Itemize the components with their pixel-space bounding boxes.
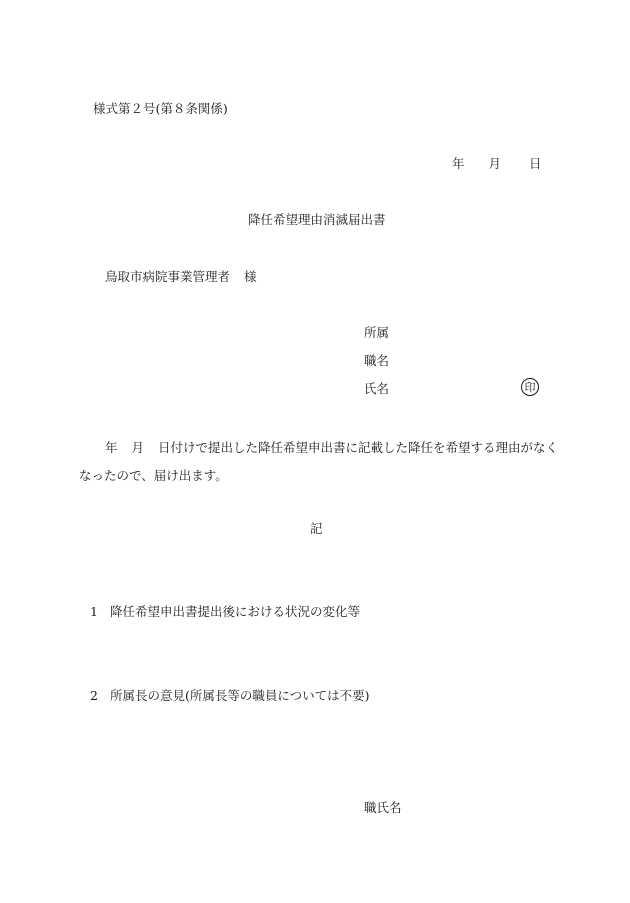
- date-day-label: 日: [529, 156, 542, 171]
- signature-label: 職氏名: [364, 800, 402, 815]
- item-number: 1: [90, 604, 98, 619]
- body-line-1: [79, 434, 559, 462]
- item-text: 降任希望申出書提出後における状況の変化等: [110, 604, 361, 619]
- seal-icon: 印: [521, 378, 539, 396]
- document-title: 降任希望理由消滅届出書: [248, 212, 386, 227]
- affiliation-label: 所属: [364, 325, 390, 340]
- body-month: 月: [131, 440, 145, 455]
- date-row: [452, 158, 542, 171]
- date-month-label: 月: [488, 156, 502, 171]
- body-paragraph: [79, 434, 559, 490]
- ki-heading: 記: [310, 521, 323, 536]
- form-number: 様式第２号(第８条関係): [93, 101, 228, 116]
- addressee: [105, 271, 257, 284]
- position-label: 職名: [364, 353, 390, 368]
- body-line-1-rest: 日付けで提出した降任希望申出書に記載した降任を希望する理由がなく: [158, 440, 559, 455]
- addressee-honorific: 様: [244, 269, 257, 284]
- item-text: 所属長の意見(所属長等の職員については不要): [110, 688, 370, 703]
- list-item: [90, 606, 360, 619]
- item-number: 2: [90, 688, 98, 703]
- list-item: [90, 690, 370, 703]
- name-label: 氏名: [364, 381, 390, 396]
- body-line-2: なったので、届け出ます。: [79, 468, 228, 483]
- date-year-label: 年: [452, 156, 465, 171]
- addressee-name: 鳥取市病院事業管理者: [105, 269, 231, 284]
- body-year: 年: [105, 440, 118, 455]
